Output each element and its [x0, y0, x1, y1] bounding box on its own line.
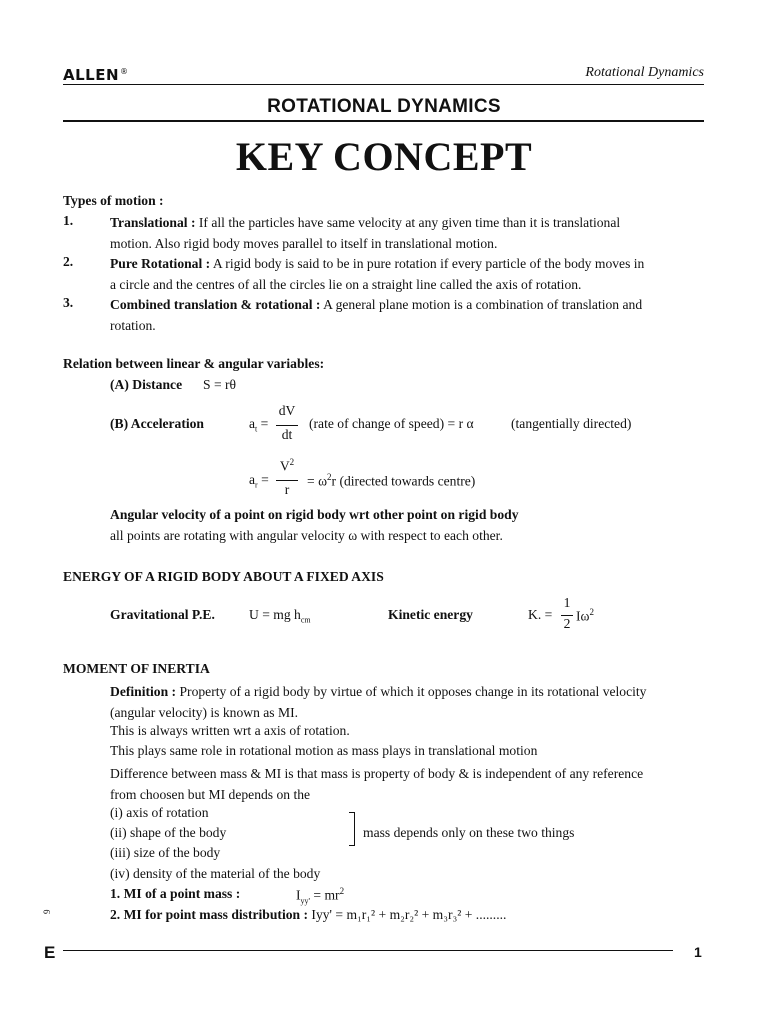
- radial-accel-rhs: = $\omega^2r$ (directed towards centre): [307, 472, 476, 489]
- footer-rule: [63, 950, 673, 951]
- moi-difference-note: Difference between mass & MI is that mass is property of body & is independent of any reference from choosen but MI depends on the: [110, 766, 644, 802]
- gpe-equation: U = mg $h_{cm}$: [249, 607, 311, 625]
- item-number: 3.: [63, 295, 74, 310]
- depends-item-density: (iv) density of the material of the body: [110, 866, 321, 881]
- section-heading-moi: MOMENT OF INERTIA: [63, 661, 210, 676]
- angular-velocity-text: all points are rotating with angular velocity ω with respect to each other.: [110, 528, 503, 543]
- moi-definition: Definition : Property of a rigid body by virtue of which it opposes change in its rotational velocity (angular velocity) is known as MI.: [110, 684, 647, 720]
- depends-item-size: (iii) size of the body: [110, 845, 221, 860]
- tangential-accel-lhs: $a_t$ =: [249, 416, 269, 434]
- section-heading-energy: ENERGY OF A RIGID BODY ABOUT A FIXED AXIS: [63, 569, 384, 584]
- ke-rhs: $I\omega^2$: [576, 607, 594, 624]
- subject-heading: ROTATIONAL DYNAMICS: [267, 96, 501, 117]
- point-mass-equation: $I_{yy'} = mr^2$: [296, 886, 345, 906]
- acceleration-label: (B) Acceleration: [110, 416, 204, 431]
- bracket-note: mass depends only on these two things: [363, 825, 575, 840]
- tangential-accel-rhs: (rate of change of speed) = r α: [309, 416, 474, 431]
- radial-accel-lhs: $a_r$ =: [249, 472, 269, 490]
- side-margin-mark: 9: [42, 909, 52, 914]
- section-heading-relation: Relation between linear & angular variables:: [63, 356, 325, 371]
- section-heading-types: Types of motion :: [63, 193, 164, 208]
- publisher-logo: ALLEN®: [63, 66, 129, 84]
- list-item-translational: Translational : If all the particles have same velocity at any given time than it is translational motion. Also rigid body moves parallel to itself in translational motion.: [110, 215, 621, 251]
- moi-role-note: This plays same role in rotational motion as mass plays in translational motion: [110, 743, 538, 758]
- grouping-bracket: [349, 812, 355, 846]
- depends-item-shape: (ii) shape of the body: [110, 825, 227, 840]
- footer-letter: E: [44, 943, 56, 962]
- gpe-label: Gravitational P.E.: [110, 607, 215, 622]
- moi-axis-note: This is always written wrt a axis of rotation.: [110, 723, 350, 738]
- subject-rule: [63, 120, 704, 122]
- tangential-note: (tangentially directed): [511, 416, 632, 431]
- distance-equation: S = rθ: [203, 377, 237, 392]
- ke-lhs: K. =: [528, 607, 553, 622]
- page-number: 1: [694, 944, 702, 960]
- depends-item-axis: (i) axis of rotation: [110, 805, 209, 820]
- list-item-pure-rotational: Pure Rotational : A rigid body is said to be in pure rotation if every particle of the body moves in a circle and the centres of all the circles lie on a straight line called the axis of rotation.: [110, 256, 645, 292]
- angular-velocity-heading: Angular velocity of a point on rigid body wrt other point on rigid body: [110, 507, 519, 522]
- distance-label: (A) Distance: [110, 377, 183, 392]
- ke-label: Kinetic energy: [388, 607, 473, 622]
- point-mass-label: 1. MI of a point mass :: [110, 886, 241, 901]
- page-title: KEY CONCEPT: [235, 134, 533, 179]
- running-title: Rotational Dynamics: [585, 65, 704, 80]
- distribution-line: 2. MI for point mass distribution : Iyy' = m₁r₁² + m₂r₂² + m₃r₃² + .........: [110, 907, 507, 922]
- item-number: 2.: [63, 254, 74, 269]
- item-number: 1.: [63, 213, 74, 228]
- header-rule: [63, 84, 704, 85]
- list-item-combined: Combined translation & rotational : A general plane motion is a combination of translation and rotation.: [110, 297, 643, 333]
